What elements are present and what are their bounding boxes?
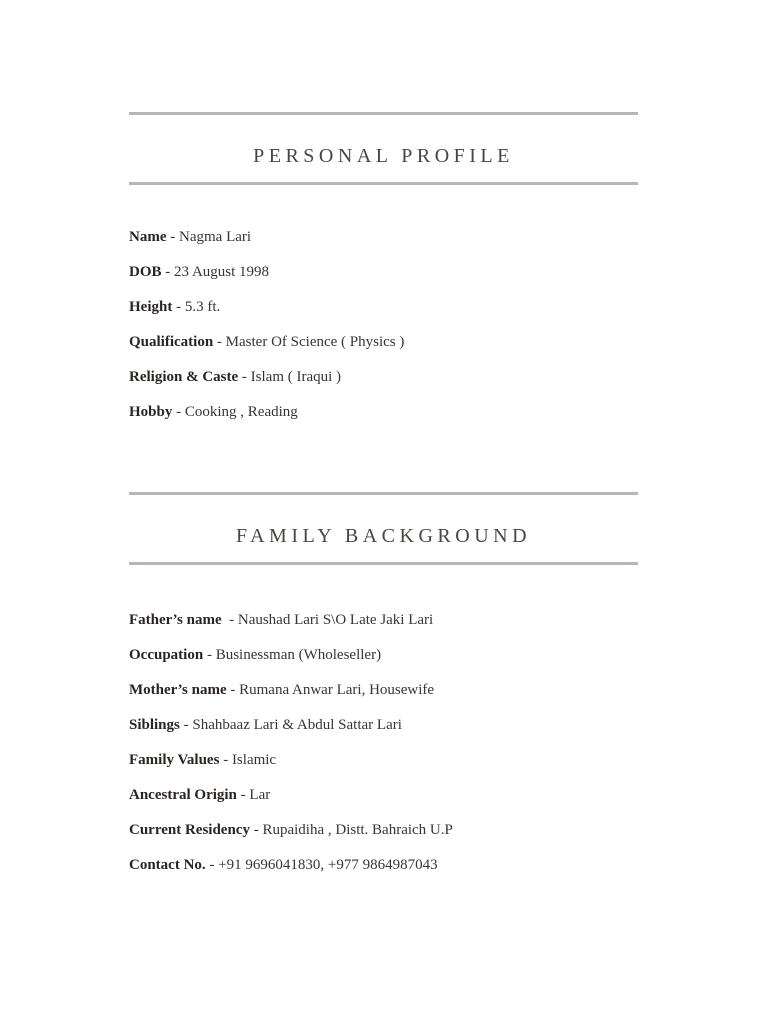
item-value: Shahbaaz Lari & Abdul Sattar Lari [192,717,402,733]
top-divider [129,492,638,495]
item-label: Ancestral Origin [129,787,237,803]
profile-item-height [129,299,220,316]
family-item-fathers-name [129,612,433,629]
item-value: Businessman (Wholeseller) [215,647,382,663]
family-item-contact-no [129,857,438,874]
item-value: 5.3 ft. [184,299,221,315]
profile-item-qualification [129,334,404,351]
item-value: 23 August 1998 [174,264,270,280]
item-separator: - [249,822,263,838]
item-label: Height [129,299,173,315]
family-item-family-values [129,752,276,769]
item-label: Father’s name [129,612,222,628]
item-separator: - [238,369,251,385]
item-separator: - [203,647,216,663]
item-value: Nagma Lari [179,229,252,245]
item-label: Occupation [129,647,204,663]
profile-item-hobby [129,404,298,421]
item-label: Qualification [129,334,214,350]
profile-item-name [129,229,251,246]
item-label: Siblings [129,717,180,733]
profile-item-religion-caste [129,369,341,386]
item-separator: - [166,229,179,245]
item-value: +91 9696041830, +977 9864987043 [218,857,438,873]
item-label: Contact No. [129,857,206,873]
item-value: Cooking , Reading [184,404,298,420]
item-value: Lar [249,787,271,803]
family-background-header [129,492,638,565]
bottom-divider [129,182,638,185]
item-separator: - [172,404,185,420]
family-item-ancestral-origin [129,787,270,804]
item-separator: - [179,717,193,733]
item-label: Current Residency [129,822,250,838]
item-separator: - [205,857,219,873]
item-value: Master Of Science ( Physics ) [225,334,405,350]
item-label: Hobby [129,404,173,420]
family-item-siblings [129,717,402,734]
profile-item-dob [129,264,269,281]
item-value: Islam ( Iraqui ) [250,369,342,385]
family-item-current-residency [129,822,453,839]
item-label: DOB [129,264,162,280]
item-label: Name [129,229,167,245]
family-item-occupation [129,647,381,664]
section-title: PERSONAL PROFILE [253,145,514,167]
item-separator: - [213,334,226,350]
family-item-mothers-name [129,682,434,699]
item-separator: - [219,752,232,768]
item-label: Religion & Caste [129,369,239,385]
item-value: Rumana Anwar Lari, Housewife [239,682,435,698]
item-separator: - [161,264,175,280]
item-value: Naushad Lari S\O Late Jaki Lari [237,612,434,628]
top-divider [129,112,638,115]
section-title: FAMILY BACKGROUND [235,525,532,547]
item-value: Rupaidiha , Distt. Bahraich U.P [262,822,453,838]
item-separator: - [221,612,238,628]
bottom-divider [129,562,638,565]
item-label: Family Values [129,752,220,768]
personal-profile-header [129,112,638,185]
item-label: Mother’s name [129,682,227,698]
item-separator: - [226,682,240,698]
item-separator: - [172,299,185,315]
item-separator: - [236,787,250,803]
item-value: Islamic [231,752,277,768]
